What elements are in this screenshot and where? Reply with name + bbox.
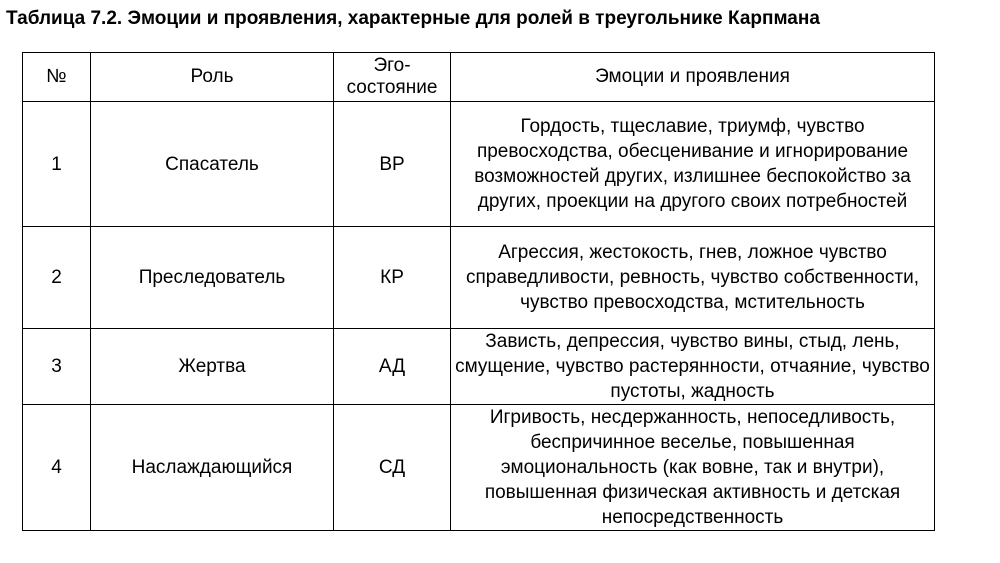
cell-emotions: Гордость, тщеславие, триумф, чувство превосходства, обесценивание и игнорирование возможностей других, излишнее беспокойство за других, проекции на другого своих потребностей xyxy=(451,102,935,227)
table-row xyxy=(23,102,935,227)
karpman-roles-table xyxy=(22,52,935,531)
cell-role: Спасатель xyxy=(91,102,334,227)
cell-role: Жертва xyxy=(91,329,334,405)
cell-number: 3 xyxy=(23,329,91,405)
header-ego-state xyxy=(334,53,451,102)
cell-emotions: Зависть, депрессия, чувство вины, стыд, лень, смущение, чувство растерянности, отчаяние, чувство пустоты, жадность xyxy=(451,329,935,405)
cell-ego-state: КР xyxy=(334,227,451,329)
cell-role: Преследователь xyxy=(91,227,334,329)
header-emotions: Эмоции и проявления xyxy=(451,53,935,102)
header-number: № xyxy=(23,53,91,102)
header-role: Роль xyxy=(91,53,334,102)
cell-number: 4 xyxy=(23,405,91,531)
cell-emotions: Игривость, несдержанность, непоседливость, беспричинное веселье, повышенная эмоциональность (как вовне, так и внутри), повышенная физическая активность и детская непосредственность xyxy=(451,405,935,531)
table-row xyxy=(23,329,935,405)
header-ego-line2: состояние xyxy=(346,77,438,98)
cell-number: 1 xyxy=(23,102,91,227)
table-row xyxy=(23,405,935,531)
cell-role: Наслаждающийся xyxy=(91,405,334,531)
cell-emotions: Агрессия, жестокость, гнев, ложное чувство справедливости, ревность, чувство собственности, чувство превосходства, мстительность xyxy=(451,227,935,329)
table-row xyxy=(23,227,935,329)
header-ego-line1: Эго- xyxy=(373,55,411,76)
table-caption: Таблица 7.2. Эмоции и проявления, характерные для ролей в треугольнике Карпмана xyxy=(6,8,820,29)
table-header-row xyxy=(23,53,935,102)
cell-ego-state: СД xyxy=(334,405,451,531)
cell-number: 2 xyxy=(23,227,91,329)
cell-ego-state: ВР xyxy=(334,102,451,227)
cell-ego-state: АД xyxy=(334,329,451,405)
